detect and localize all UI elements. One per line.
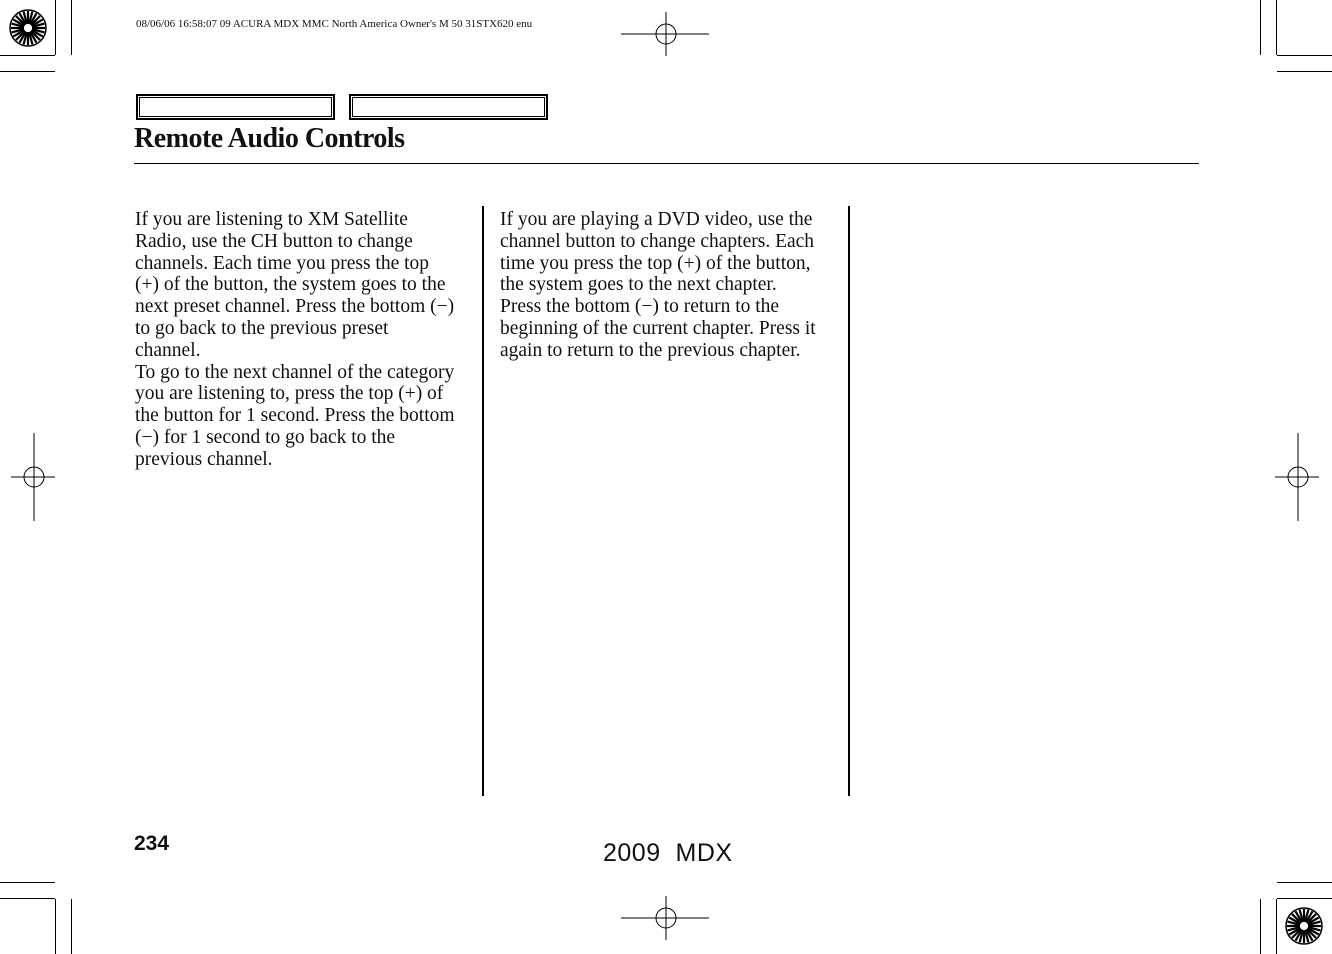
crosshair-registration-mark-icon: [9, 433, 59, 523]
column-divider: [848, 206, 850, 796]
crosshair-registration-mark-icon: [621, 10, 711, 60]
page-title: Remote Audio Controls: [134, 123, 405, 154]
page-number: 234: [134, 832, 170, 855]
category-channel-paragraph: To go to the next channel of the category you are listening to, press the top (+) of the button for 1 second. Press the bottom (−) for 1 second to go back to the previous channel.: [135, 361, 455, 470]
sunburst-registration-mark-icon: [8, 8, 48, 48]
model-footer: 2009 MDX: [603, 839, 733, 867]
title-divider: [134, 163, 1199, 164]
section-tab-box: [349, 94, 548, 120]
left-column: [135, 209, 457, 471]
dvd-chapter-paragraph: If you are playing a DVD video, use the channel button to change chapters. Each time you press the top (+) of the button, the system goes to the next chapter. Press the bottom (−) to return to the beginning of the current chapter. Press it again to return to the previous chapter.: [500, 209, 816, 361]
print-job-header: 08/06/06 16:58:07 09 ACURA MDX MMC North America Owner's M 50 31STX620 enu: [136, 18, 533, 30]
column-divider: [482, 206, 484, 796]
middle-column: [500, 209, 822, 362]
sunburst-registration-mark-icon: [1284, 906, 1324, 946]
xm-radio-paragraph: If you are listening to XM Satellite Radio, use the CH button to change channels. Each time you press the top (+) of the button, the system goes to the next preset channel. Press the bottom (−) to go back to the previous preset channel.: [135, 209, 455, 361]
section-tab-box: [136, 94, 335, 120]
crosshair-registration-mark-icon: [1273, 433, 1323, 523]
crosshair-registration-mark-icon: [621, 894, 711, 944]
